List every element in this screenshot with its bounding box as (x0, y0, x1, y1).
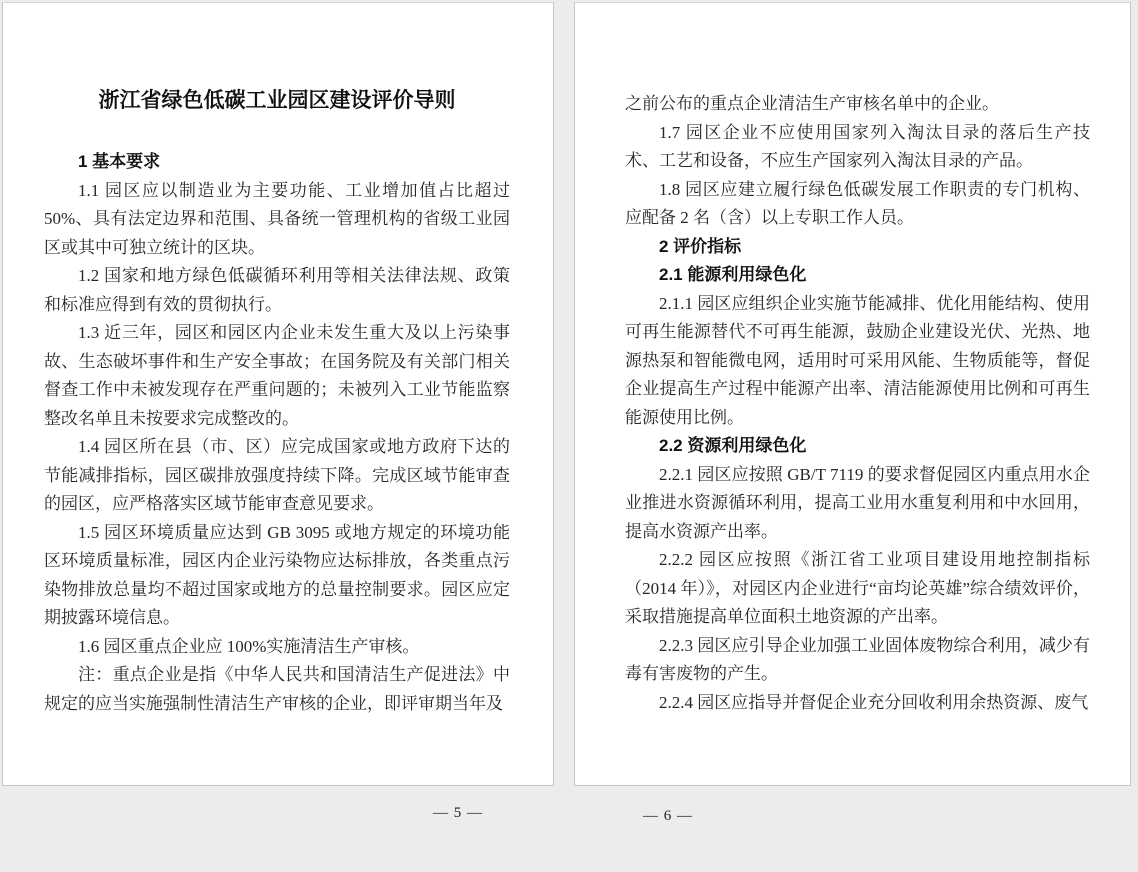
page-6-content (575, 90, 1130, 872)
paragraph-1-6: 1.6 园区重点企业应 100%实施清洁生产审核。 (78, 636, 420, 656)
paragraph-2-2-3: 2.2.3 园区应引导企业加强工业固体废物综合利用，减少有毒有害废物的产生。 (625, 635, 1090, 683)
page-6 (574, 2, 1131, 824)
paragraph-1-7: 1.7 园区企业不应使用国家列入淘汰目录的落后生产技术、工艺和设备，不应生产国家列入淘汰目录的产品。 (625, 122, 1090, 170)
page-6-body (625, 90, 1090, 717)
section-heading-2-2: 2.2 资源利用绿色化 (659, 436, 807, 455)
paragraph-1-8: 1.8 园区应建立履行绿色低碳发展工作职责的专门机构、应配备 2 名（含）以上专职工作人员。 (625, 179, 1090, 227)
section-heading-1: 1 基本要求 (78, 152, 161, 171)
page-number-6: — 6 — (643, 808, 693, 824)
paragraph-continued: 之前公布的重点企业清洁生产审核名单中的企业。 (625, 94, 999, 113)
document-title: 浙江省绿色低碳工业园区建设评价导则 (98, 89, 456, 112)
section-heading-2-1: 2.1 能源利用绿色化 (659, 265, 807, 284)
section-heading-2: 2 评价指标 (659, 236, 742, 256)
page-5-body (44, 148, 510, 718)
paragraph-2-2-2: 2.2.2 园区应按照《浙江省工业项目建设用地控制指标（2014 年）》，对园区内企业进行“亩均论英雄”综合绩效评价，采取措施提高单位面积土地资源的产出率。 (625, 550, 1090, 626)
paragraph-1-4: 1.4 园区所在县（市、区）应完成国家或地方政府下达的节能减排指标，园区碳排放强度持续下降。完成区域节能审查的园区，应严格落实区域节能审查意见要求。 (44, 437, 510, 513)
page-5 (2, 2, 554, 821)
paragraph-2-2-1: 2.2.1 园区应按照 GB/T 7119 的要求督促园区内重点用水企业推进水资源循环利用，提高工业用水重复利用和中水回用，提高水资源产出率。 (625, 464, 1090, 541)
paragraph-1-3: 1.3 近三年，园区和园区内企业未发生重大及以上污染事故、生态破坏事件和生产安全事故；在国务院及有关部门相关督查工作中未被发现存在严重问题的；未被列入工业节能监察整改名单且未按要求完成整改的。 (44, 323, 510, 428)
paragraph-2-1-1: 2.1.1 园区应组织企业实施节能减排、优化用能结构、使用可再生能源替代不可再生能源，鼓励企业建设光伏、光热、地源热泵和智能微电网，适用时可采用风能、生物质能等，督促企业提高生产过程中能源产出率、清洁能源使用比例和可再生能源使用比例。 (625, 293, 1090, 427)
paragraph-1-2: 1.2 国家和地方绿色低碳循环利用等相关法律法规、政策和标准应得到有效的贯彻执行。 (44, 266, 510, 314)
page-number-5: — 5 — (433, 805, 483, 821)
paragraph-2-2-4: 2.2.4 园区应指导并督促企业充分回收利用余热资源、废气 (659, 692, 1089, 712)
page-5-content (3, 87, 553, 869)
paragraph-note: 注：重点企业是指《中华人民共和国清洁生产促进法》中规定的应当实施强制性清洁生产审核的企业，即评审期当年及 (44, 665, 510, 713)
paragraph-1-1: 1.1 园区应以制造业为主要功能、工业增加值占比超过50%、具有法定边界和范围、具备统一管理机构的省级工业园区或其中可独立统计的区块。 (44, 180, 510, 257)
paragraph-1-5: 1.5 园区环境质量应达到 GB 3095 或地方规定的环境功能区环境质量标准，园区内企业污染物应达标排放，各类重点污染物排放总量均不超过国家或地方的总量控制要求。园区应定期披露环境信息。 (44, 522, 510, 627)
